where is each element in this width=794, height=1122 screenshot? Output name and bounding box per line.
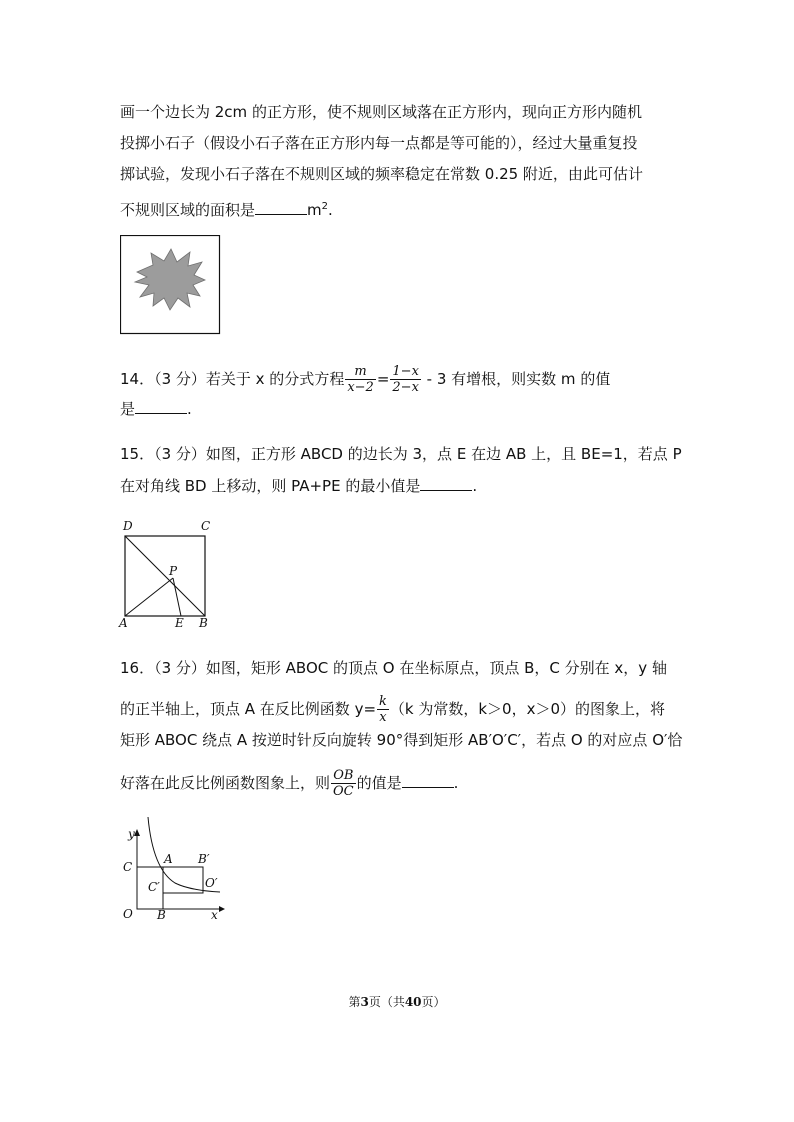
q16-line-4 [120,768,458,799]
q15-line-1: 15．（3 分）如图，正方形 ABCD 的边长为 3，点 E 在边 AB 上，且 BE=1，若点 P [120,445,682,463]
q16-period: . [453,774,459,792]
q14-line-1 [120,364,610,395]
footer-page-number: 3 [360,995,369,1009]
q15-segment-pe [173,578,181,616]
q16-text-a: 的正半轴上，顶点 A 在反比例函数 y= [120,700,377,718]
q16-label-c: C [123,860,133,874]
q14-fraction-2 [390,364,421,395]
page-footer [0,993,794,1010]
q16-figure-coordinate [115,815,230,925]
footer-post: 页） [421,995,446,1009]
q16-label-x: x [211,908,218,922]
q16-x-arrow [219,906,225,912]
q13-unit-sup: 2 [321,201,329,212]
footer-pre: 第 [348,995,361,1009]
q16-label-c-prime: C′ [148,880,160,894]
q16-frac-num: k [379,694,387,709]
q16-frac-den: x [379,710,387,725]
q16-fraction-ob-oc [331,768,356,799]
q15-label-b: B [199,616,208,630]
q16-text-b: （k 为常数，k＞0，x＞0）的图象上，将 [389,700,666,718]
q15-figure-square [115,515,215,630]
q14-suffix: - 3 有增根，则实数 m 的值 [421,370,611,388]
q16-text-c: 好落在此反比例函数图象上，则 [120,774,331,792]
q16-label-a: A [164,852,173,866]
q13-text: 不规则区域的面积是 [120,201,256,219]
q16-frac2-num: OB [331,768,356,784]
q16-label-b: B [157,908,166,922]
q13-line-2: 投掷小石子（假设小石子落在正方形内每一点都是等可能的），经过大量重复投 [120,134,638,152]
q16-frac2-den: OC [333,784,354,799]
q14-line-2 [120,398,192,420]
q15-diagonal-bd [125,536,205,616]
q16-line-2 [120,694,665,725]
q15-text: 在对角线 BD 上移动，则 PA+PE 的最小值是 [120,477,421,495]
q15-label-p: P [169,564,178,578]
q16-text-d: 的值是 [356,774,402,792]
q15-period: . [472,477,478,495]
q14-frac1-den: x−2 [347,380,374,395]
q16-label-y: y [128,827,135,841]
q14-text: 是 [120,400,136,418]
q16-line-3: 矩形 ABOC 绕点 A 按逆时针反向旋转 90°得到矩形 AB′O′C′，若点 O 的对应点 O′恰 [120,731,683,749]
q15-segment-pa [125,578,173,616]
q14-frac2-den: 2−x [392,380,419,395]
q15-label-a: A [119,616,128,630]
q16-label-o: O [123,907,133,921]
q13-period: . [328,201,333,219]
footer-total-pages: 40 [404,995,422,1009]
q16-y-arrow [134,829,140,836]
q13-line-4 [120,196,333,221]
q15-line-2 [120,475,477,497]
q14-prefix: 14．（3 分）若关于 x 的分式方程 [120,370,345,388]
q14-answer-blank [135,399,187,414]
q13-line-3: 掷试验，发现小石子落在不规则区域的频率稳定在常数 0.25 附近，由此可估计 [120,165,643,183]
q14-frac2-num: 1−x [392,364,419,379]
q13-unit: m [307,201,322,219]
q15-label-e: E [175,616,184,630]
q15-answer-blank [420,476,472,491]
q16-line-1: 16．（3 分）如图，矩形 ABOC 的顶点 O 在坐标原点，顶点 B，C 分别在 x，y 轴 [120,659,667,677]
q14-fraction-1 [345,364,376,395]
q14-frac1-num: m [345,364,376,380]
q16-label-o-prime: O′ [205,876,218,890]
q14-period: . [187,400,192,418]
q14-equals: = [376,370,390,388]
q13-answer-blank [255,200,307,215]
q16-label-b-prime: B′ [198,852,210,866]
q13-line-1: 画一个边长为 2cm 的正方形，使不规则区域落在正方形内，现向正方形内随机 [120,103,642,121]
q15-label-c: C [201,519,211,533]
q15-label-d: D [123,519,133,533]
footer-mid: 页（共 [368,995,405,1009]
q13-figure-irregular-region [120,235,221,335]
q16-answer-blank [402,773,454,788]
q16-fraction-kx [377,694,389,725]
